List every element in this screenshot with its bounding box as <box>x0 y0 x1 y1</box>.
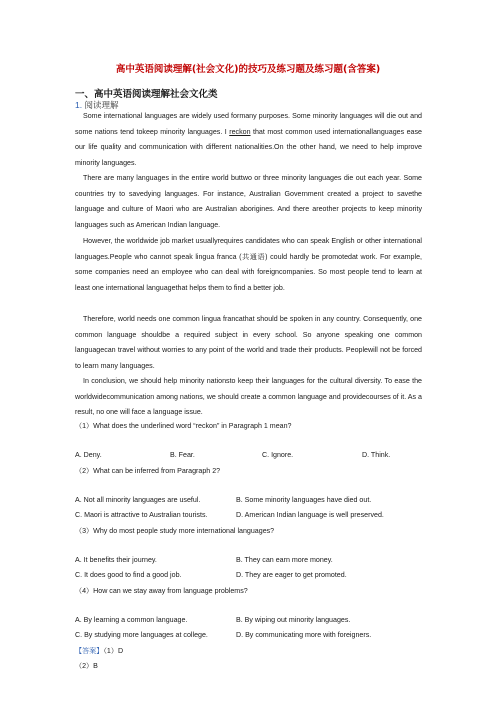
paragraph-1-text-b: that most common used internationallanguages ease our life quality and communication with different nationalities.On the other hand, we need to help improve minority languages. <box>75 127 422 167</box>
q3-option-d: D. They are eager to get promoted. <box>236 571 347 579</box>
q2-option-a: A. Not all minority languages are useful. <box>75 496 201 504</box>
paragraph-5: In conclusion, we should help minority nationsto keep their languages for the cultural diversity. To ease the worldwidecommunication among nations, we should create a common language and providecourses of it. As a result, no one will face a language issue. <box>75 377 422 417</box>
paragraph-4: Therefore, world needs one common lingua francathat should be spoken in any country. Consequently, one common language shouldbe a required subject in every school. So anyone speaking one common languagecan travel without worries to any point of the world and trade their products. Peoplewill not be forced to learn many languages. <box>75 315 422 370</box>
q2-option-b: B. Some minority languages have died out. <box>236 496 372 504</box>
q3-option-a: A. It benefits their journey. <box>75 556 157 564</box>
answer-2: （2）B <box>75 662 98 670</box>
q1-option-d: D. Think. <box>362 451 391 459</box>
answer-1: （1）D <box>103 647 124 655</box>
q1-option-c: C. Ignore. <box>262 451 294 459</box>
question-3: （3）Why do most people study more international languages? <box>75 527 275 535</box>
paragraph-1-text-a: Some international languages are widely used formany purposes. Some minority languages will die out and some nations tend tokeep minority languages. I <box>75 112 422 136</box>
section-heading: 一、高中英语阅读理解社会文化类 <box>75 89 218 100</box>
q2-option-d: D. American Indian language is well preserved. <box>236 511 384 519</box>
underlined-word: reckon <box>229 127 251 136</box>
paragraph-1 <box>75 109 422 171</box>
q3-option-b: B. They can earn more money. <box>236 556 333 564</box>
paragraph-3: However, the worldwide job market usuallyrequires candidates who can speak English or other international languages.People who cannot speak lingua franca (共通语) could hardly be promotedat work. For example, some companies need an employee who can deal with foreigncompanies. So most people tend to learn at least one international languagethat helps them to find a better job. <box>75 237 422 292</box>
q1-option-b: B. Fear. <box>170 451 195 459</box>
q4-option-d: D. By communicating more with foreigners. <box>236 631 372 639</box>
question-2: （2）What can be inferred from Paragraph 2? <box>75 467 221 475</box>
question-1: （1）What does the underlined word “reckon” in Paragraph 1 mean? <box>75 422 292 430</box>
item-label: 阅读理解 <box>84 100 119 110</box>
q2-option-c: C. Maori is attractive to Australian tourists. <box>75 511 208 519</box>
q1-option-a: A. Deny. <box>75 451 102 459</box>
answer-tag: 【答案】 <box>75 647 104 655</box>
item-number: 1. <box>75 100 83 110</box>
paragraph-2: There are many languages in the entire world buttwo or three minority languages die out each year. Some countries try to savedying languages. For instance, Australian Government created a project to savethe language and culture of Maori who are Australian aborigines. And there areother projects to keep minority languages such as American Indian language. <box>75 174 422 229</box>
question-4: （4）How can we stay away from language problems? <box>75 587 248 595</box>
q4-option-b: B. By wiping out minority languages. <box>236 616 351 624</box>
document-title: 高中英语阅读理解(社会文化)的技巧及练习题及练习题(含答案) <box>115 64 381 75</box>
q4-option-a: A. By learning a common language. <box>75 616 188 624</box>
q3-option-c: C. It does good to find a good job. <box>75 571 182 579</box>
q4-option-c: C. By studying more languages at college. <box>75 631 208 639</box>
answer-line-1 <box>75 646 422 657</box>
